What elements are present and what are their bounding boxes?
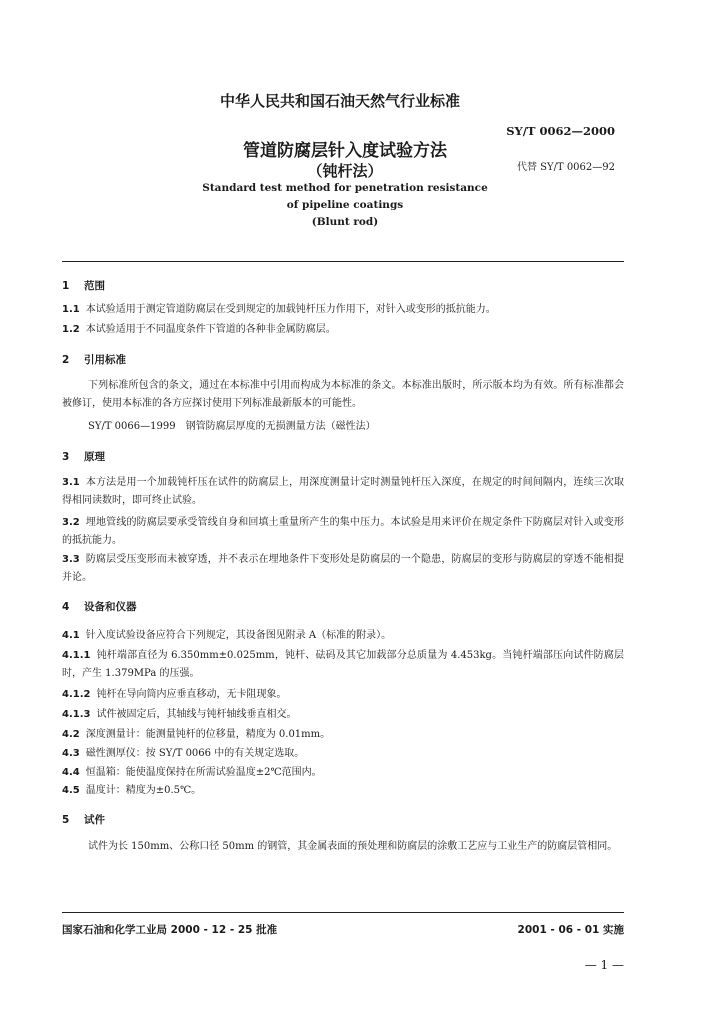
header-divider [62, 261, 624, 262]
clause-text: 试件被固定后，其轴线与钝杆轴线垂直相交。 [96, 709, 297, 720]
section-number: 1 [62, 280, 70, 292]
clause-text: 温度计：精度为±0.5℃。 [85, 785, 202, 796]
english-title-line-3: (Blunt rod) [311, 216, 379, 228]
clause-number: 4.1.3 [62, 709, 91, 720]
clause-4-3 [62, 745, 624, 763]
clause-number: 1.1 [62, 304, 80, 315]
english-title [145, 180, 545, 231]
clause-text: 埋地管线的防腐层要承受管线自身和回填土重量所产生的集中压力。本试验是用来评价在规定条件下防腐层对针入或变形的抵抗能力。 [62, 517, 624, 546]
clause-3-2 [62, 514, 624, 550]
section-number: 2 [62, 354, 70, 366]
document-title: 管道防腐层针入度试验方法 [243, 141, 447, 161]
section-title: 范围 [84, 280, 105, 292]
clause-text: 本方法是用一个加载钝杆压在试件的防腐层上，用深度测量计定时测量钝杆压入深度，在规定的时间间隔内，连续三次取得相同读数时，即可终止试验。 [62, 477, 624, 506]
section-title: 引用标准 [84, 354, 126, 366]
section-number: 4 [62, 601, 70, 613]
clause-1-1 [62, 301, 624, 319]
document-subtitle: （钝杆法） [307, 162, 383, 180]
clause-number: 4.1.1 [62, 650, 91, 661]
section-number: 3 [62, 451, 70, 463]
clause-4-1-2 [62, 686, 624, 704]
standard-number: SY/T 0062—2000 [506, 124, 615, 138]
clause-text: 恒温箱：能使温度保持在所需试验温度±2℃范围内。 [85, 767, 322, 778]
section-2-paragraph: 下列标准所包含的条文，通过在本标准中引用而构成为本标准的条文。本标准出版时，所示版本均为有效。所有标准都会被修订，使用本标准的各方应探讨使用下列标准最新版本的可能性。 [62, 380, 624, 409]
clause-number: 4.2 [62, 729, 80, 740]
page-number: — 1 — [584, 958, 624, 972]
section-1-heading [62, 278, 105, 293]
section-3-heading [62, 449, 105, 464]
clause-number: 4.1 [62, 630, 80, 641]
clause-number: 4.5 [62, 785, 80, 796]
effective-date: 2001 - 06 - 01 实施 [517, 924, 624, 936]
section-4-heading [62, 599, 137, 614]
footer-divider [62, 912, 624, 913]
clause-3-3 [62, 551, 624, 587]
clause-text: 本试验适用于测定管道防腐层在受到规定的加载钝杆压力作用下，对针入或变形的抵抗能力。 [85, 304, 496, 315]
section-5-heading [62, 812, 105, 827]
clause-text: 磁性测厚仪：按 SY/T 0066 中的有关规定选取。 [85, 748, 305, 759]
clause-number: 3.1 [62, 477, 80, 488]
section-title: 原理 [84, 451, 105, 463]
clause-text: 本试验适用于不同温度条件下管道的各种非金属防腐层。 [85, 324, 336, 335]
referenced-standard: SY/T 0066—1999 钢管防腐层厚度的无损测量方法（磁性法） [88, 421, 376, 432]
section-number: 5 [62, 814, 70, 826]
industry-standard-heading: 中华人民共和国石油天然气行业标准 [219, 92, 460, 110]
replaces-standard: 代替 SY/T 0062—92 [516, 162, 615, 173]
english-title-line-1: Standard test method for penetration resistance [202, 182, 488, 194]
section-2-heading [62, 352, 126, 367]
clause-1-2 [62, 321, 624, 339]
clause-4-2 [62, 726, 624, 744]
clause-number: 4.1.2 [62, 689, 91, 700]
clause-text: 钝杆在导向筒内应垂直移动，无卡阻现象。 [96, 689, 287, 700]
clause-4-5 [62, 782, 624, 800]
clause-text: 防腐层受压变形而未被穿透，并不表示在埋地条件下变形处是防腐层的一个隐患，防腐层的变形与防腐层的穿透不能相提并论。 [62, 554, 624, 583]
clause-4-1 [62, 627, 624, 645]
clause-4-4 [62, 764, 624, 782]
clause-text: 钝杆端部直径为 6.350mm±0.025mm，钝杆、砝码及其它加载部分总质量为 4.453kg。当钝杆端部压向试件防腐层时，产生 1.379MPa 的压强。 [62, 650, 624, 679]
section-5-paragraph: 试件为长 150mm、公称口径 50mm 的钢管，其金属表面的预处理和防腐层的涂敷工艺应与工业生产的防腐层管相同。 [88, 841, 618, 852]
section-title: 试件 [84, 814, 105, 826]
clause-4-1-3 [62, 706, 624, 724]
clause-4-1-1 [62, 647, 624, 683]
clause-number: 3.2 [62, 517, 80, 528]
clause-text: 深度测量计：能测量钝杆的位移量，精度为 0.01mm。 [85, 729, 331, 740]
approval-statement: 国家石油和化学工业局 2000 - 12 - 25 批准 [62, 924, 278, 936]
clause-number: 3.3 [62, 554, 80, 565]
clause-number: 4.4 [62, 767, 80, 778]
english-title-line-2: of pipeline coatings [286, 199, 404, 211]
clause-text: 针入度试验设备应符合下列规定，其设备图见附录 A（标准的附录）。 [85, 630, 392, 641]
section-title: 设备和仪器 [84, 601, 137, 613]
clause-number: 4.3 [62, 748, 80, 759]
clause-3-1 [62, 474, 624, 510]
clause-number: 1.2 [62, 324, 80, 335]
